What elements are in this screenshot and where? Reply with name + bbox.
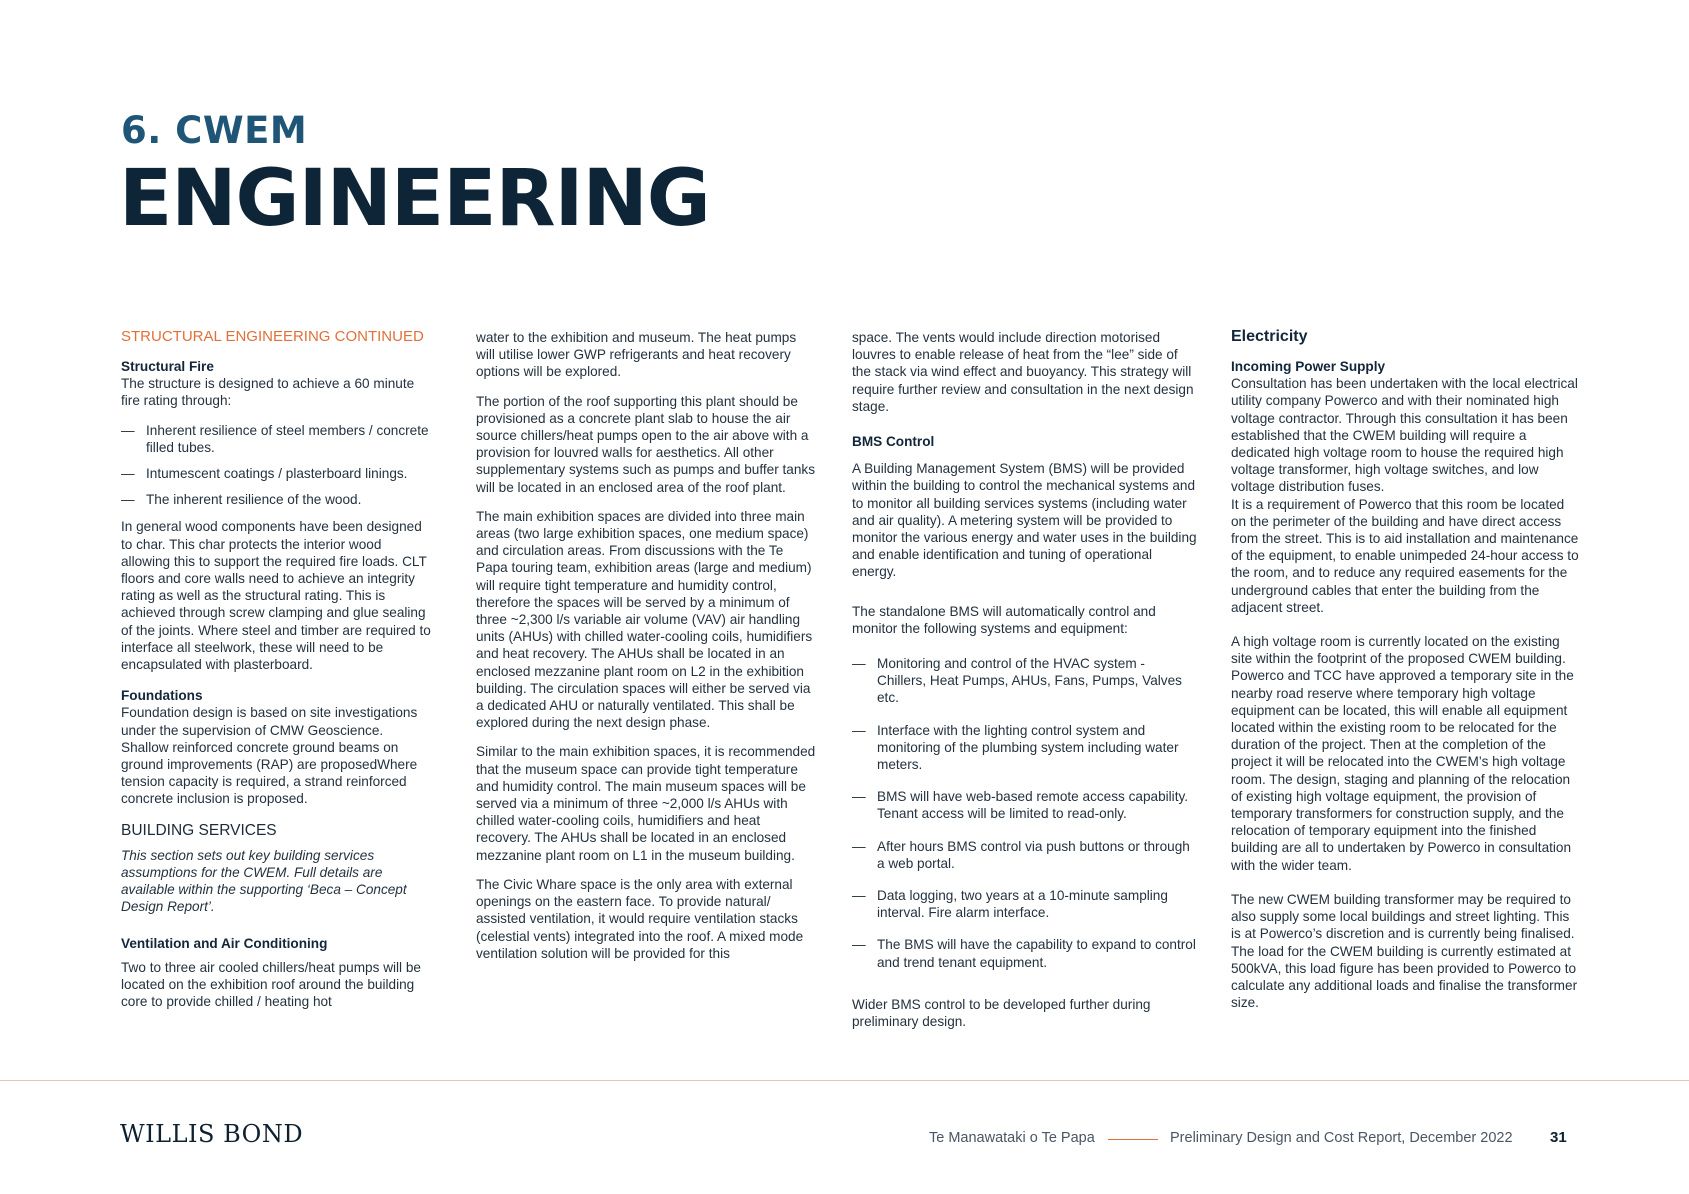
- list-item: — Interface with the lighting control system and monitoring of the plumbing system including water meters.: [852, 722, 1197, 774]
- footer-accent-rule: [1108, 1139, 1158, 1140]
- building-services-heading: BUILDING SERVICES: [121, 821, 277, 839]
- paragraph: Wider BMS control to be developed further during preliminary design.: [852, 996, 1151, 1030]
- list-item: — Data logging, two years at a 10-minute sampling interval. Fire alarm interface.: [852, 887, 1197, 921]
- paragraph: water to the exhibition and museum. The heat pumps will utilise lower GWP refrigerants and heat recovery options will be explored.: [476, 330, 797, 380]
- section-heading-structural: STRUCTURAL ENGINEERING CONTINUED: [121, 328, 424, 345]
- list-item: — The inherent resilience of the wood.: [121, 491, 433, 508]
- building-services-intro: This section sets out key building services assumptions for the CWEM. Full details are available within the supporting ‘Beca – Concept Design Report’.: [121, 847, 407, 915]
- paragraph: It is a requirement of Powerco that this room be located on the perimeter of the building and have direct access from the street. This is to aid installation and maintenance of the equipment, to enable unimpeded 24-hour access to the room, and to reduce any required easements for the underground cables that enter the building from the adjacent street.: [1231, 496, 1579, 615]
- paragraph: Consultation has been undertaken with the local electrical utility company Powerco and with their nominated high voltage contractor. Through this consultation it has been established that the CWEM building will require a dedicated high voltage room to house the required high voltage transformer, high voltage switches, and low voltage distribution fuses.: [1231, 376, 1578, 495]
- list-item: — Intumescent coatings / plasterboard linings.: [121, 465, 433, 482]
- paragraph: The portion of the roof supporting this plant should be provisioned as a concrete plant slab to house the air source chillers/heat pumps open to the air above with a provision for louvred walls for aesthetics. All other supplementary systems such as pumps and buffer tanks will be located in an enclosed area of the roof plant.: [476, 393, 816, 495]
- list-item: — Inherent resilience of steel members / concrete filled tubes.: [121, 422, 433, 456]
- column-4: [1231, 328, 1581, 1021]
- paragraph: The new CWEM building transformer may be required to also supply some local buildings and street lighting. This is at Powerco’s discretion and is currently being finalised. The load for the CWEM building is currently estimated at 500kVA, this load figure has been provided to Powerco to calculate any additional loads and finalise the transformer size.: [1231, 891, 1578, 1011]
- electricity-heading: Electricity: [1231, 328, 1308, 345]
- paragraph: A Building Management System (BMS) will be provided within the building to control the mechanical systems and to monitor all building services systems (including water and air quality). A metering system will be provided to monitor the various energy and water uses in the building and enable identification and tuning of operational energy.: [852, 461, 1197, 580]
- list-item: — Monitoring and control of the HVAC system - Chillers, Heat Pumps, AHUs, Fans, Pumps, Valves etc.: [852, 655, 1197, 707]
- structural-fire-body: In general wood components have been designed to char. This char protects the interior wood allowing this to support the required fire loads. CLT floors and core walls need to achieve an integrity rating as well as the structural rating. This is achieved through screw clamping and glue sealing of the joints. Where steel and timber are required to interface all steelwork, these will need to be encapsulated with plasterboard.: [121, 519, 431, 673]
- incoming-power-heading: Incoming Power Supply: [1231, 359, 1386, 374]
- paragraph: The main exhibition spaces are divided into three main areas (two large exhibition spaces, one medium space) and circulation areas. From discussions with the Te Papa touring team, exhibition areas (large and medium) will require tight temperature and humidity control, therefore the spaces will be served by a minimum of three ~2,300 l/s variable air volume (VAV) air handling units (AHUs) with chilled water-cooling coils, humidifiers and heat recovery. The AHUs shall be located in an enclosed mezzanine plant room on L2 in the exhibition building. The circulation spaces will either be served via a dedicated AHU or naturally ventilated. This shall be explored during the next design phase.: [476, 508, 813, 731]
- structural-fire-intro: The structure is designed to achieve a 60 minute fire rating through:: [121, 376, 415, 409]
- column-1: [121, 328, 433, 1020]
- foundations-heading: Foundations: [121, 688, 203, 704]
- willis-bond-logo: WILLIS BOND: [120, 1120, 304, 1148]
- footer-project-name: Te Manawataki o Te Papa: [929, 1130, 1095, 1146]
- page-subtitle: 6. CWEM: [121, 109, 308, 152]
- bms-systems-list: [852, 655, 1197, 971]
- list-item: — BMS will have web-based remote access capability. Tenant access will be limited to read-only.: [852, 788, 1197, 822]
- column-3: [852, 329, 1197, 1040]
- page-number: 31: [1550, 1129, 1567, 1146]
- bms-control-heading: BMS Control: [852, 434, 935, 450]
- foundations-body: Foundation design is based on site investigations under the supervision of CMW Geoscience. Shallow reinforced concrete ground beams on ground improvements (RAP) are proposedWhere tension capacity is required, a strand reinforced concrete inclusion is proposed.: [121, 705, 418, 807]
- list-item: — After hours BMS control via push buttons or through a web portal.: [852, 838, 1197, 872]
- column-2: [476, 329, 816, 972]
- paragraph: Similar to the main exhibition spaces, it is recommended that the museum space can provide tight temperature and humidity control. The main museum spaces will be served via a minimum of three ~2,000 l/s AHUs with chilled water-cooling coils, humidifiers and heat recovery. The AHUs shall be located in an enclosed mezzanine plant room on L1 in the museum building.: [476, 744, 816, 863]
- ventilation-body: Two to three air cooled chillers/heat pumps will be located on the exhibition roof around the building core to provide chilled / heating hot: [121, 959, 421, 1010]
- paragraph: A high voltage room is currently located on the existing site within the footprint of the proposed CWEM building. Powerco and TCC have approved a temporary site in the nearby road reserve where temporary high voltage equipment can be located, this will enable all equipment located within the existing room to be relocated for the duration of the project. Then at the completion of the project it will be relocated into the CWEM’s high voltage room. The design, staging and planning of the relocation of existing high voltage equipment, the provision of temporary transformers for construction supply, and the relocation of temporary equipment into the finished building are all to undertaken by Powerco in consultation with the wider team.: [1231, 634, 1574, 873]
- footer-divider: [0, 1080, 1689, 1081]
- footer-report-title: Preliminary Design and Cost Report, December 2022: [1170, 1130, 1513, 1146]
- page-title: ENGINEERING: [119, 154, 710, 244]
- list-item: — The BMS will have the capability to expand to control and trend tenant equipment.: [852, 936, 1197, 970]
- ventilation-heading: Ventilation and Air Conditioning: [121, 936, 328, 952]
- fire-rating-list: [121, 422, 433, 509]
- paragraph: The standalone BMS will automatically control and monitor the following systems and equipment:: [852, 603, 1156, 636]
- structural-fire-heading: Structural Fire: [121, 359, 214, 374]
- paragraph: space. The vents would include direction motorised louvres to enable release of heat from the “lee” side of the stack via wind effect and buoyancy. This strategy will require further review and consultation in the next design stage.: [852, 330, 1194, 414]
- paragraph: The Civic Whare space is the only area with external openings on the eastern face. To provide natural/ assisted ventilation, it would require ventilation stacks (celestial vents) integrated into the roof. A mixed mode ventilation solution will be provided for this: [476, 876, 804, 961]
